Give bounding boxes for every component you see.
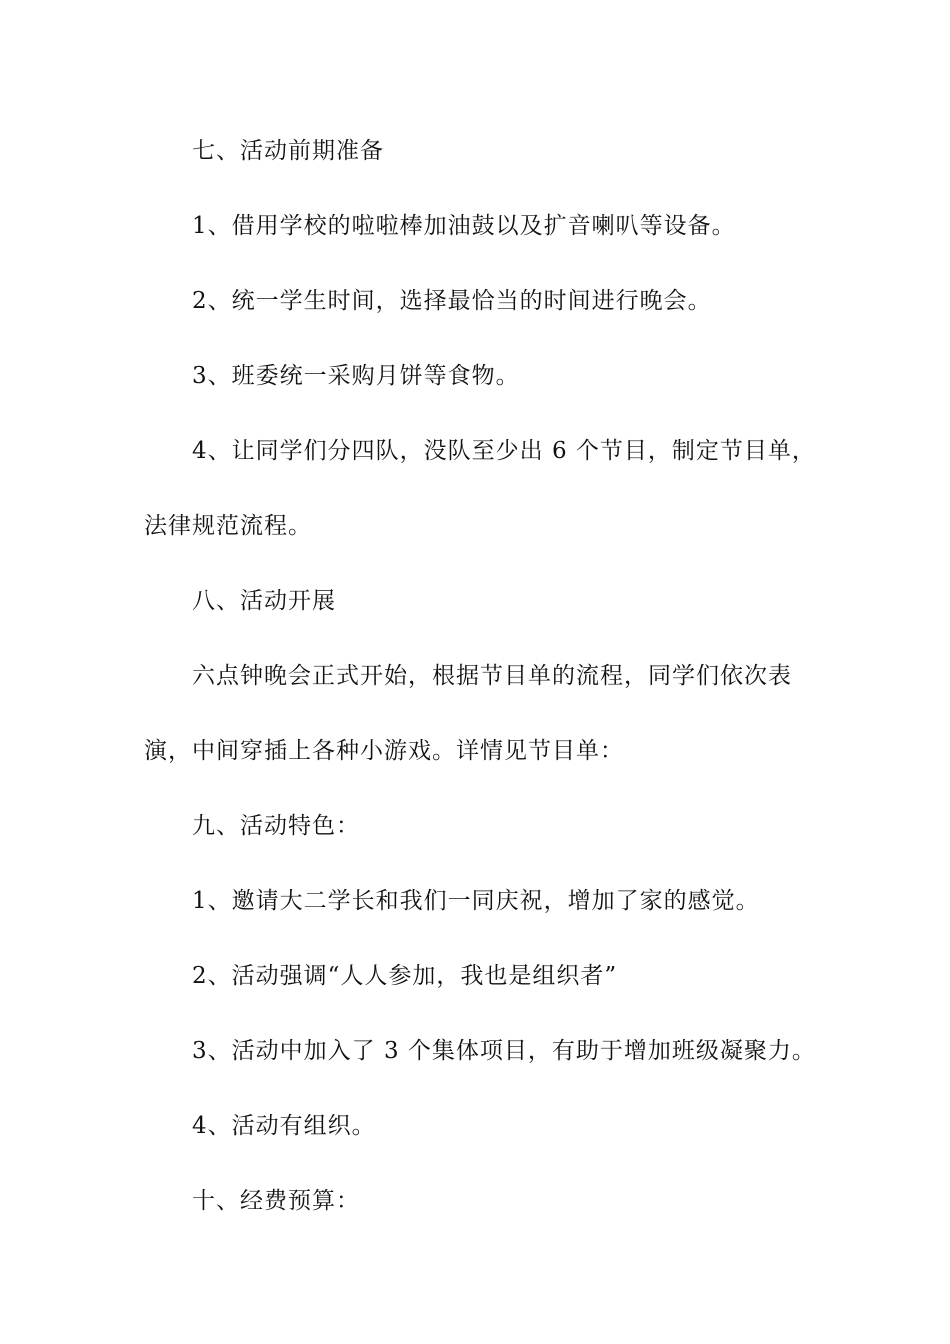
paragraph-feature-3: 3、活动中加入了 3 个集体项目，有助于增加班级凝聚力。 <box>192 1038 816 1064</box>
paragraph-prep-1: 1、借用学校的啦啦棒加油鼓以及扩音喇叭等设备。 <box>192 213 736 239</box>
section-heading-7: 七、活动前期准备 <box>192 138 384 164</box>
paragraph-prep-4-line-2: 法律规范流程。 <box>144 513 312 539</box>
document-body <box>144 128 814 1253</box>
section-heading-8: 八、活动开展 <box>192 588 336 614</box>
paragraph-feature-2: 2、活动强调“人人参加，我也是组织者” <box>192 963 618 989</box>
paragraph-prep-2: 2、统一学生时间，选择最恰当的时间进行晚会。 <box>192 288 712 314</box>
paragraph-activity-line-2: 演，中间穿插上各种小游戏。详情见节目单： <box>144 738 624 764</box>
paragraph-prep-3: 3、班委统一采购月饼等食物。 <box>192 363 520 389</box>
paragraph-feature-4: 4、活动有组织。 <box>192 1113 376 1139</box>
paragraph-feature-1: 1、邀请大二学长和我们一同庆祝，增加了家的感觉。 <box>192 888 760 914</box>
section-heading-10: 十、经费预算： <box>192 1188 360 1214</box>
section-heading-9: 九、活动特色： <box>192 813 360 839</box>
paragraph-activity-line-1: 六点钟晚会正式开始，根据节目单的流程，同学们依次表 <box>192 663 792 689</box>
paragraph-prep-4-line-1: 4、让同学们分四队，没队至少出 6 个节目，制定节目单， <box>192 438 816 464</box>
